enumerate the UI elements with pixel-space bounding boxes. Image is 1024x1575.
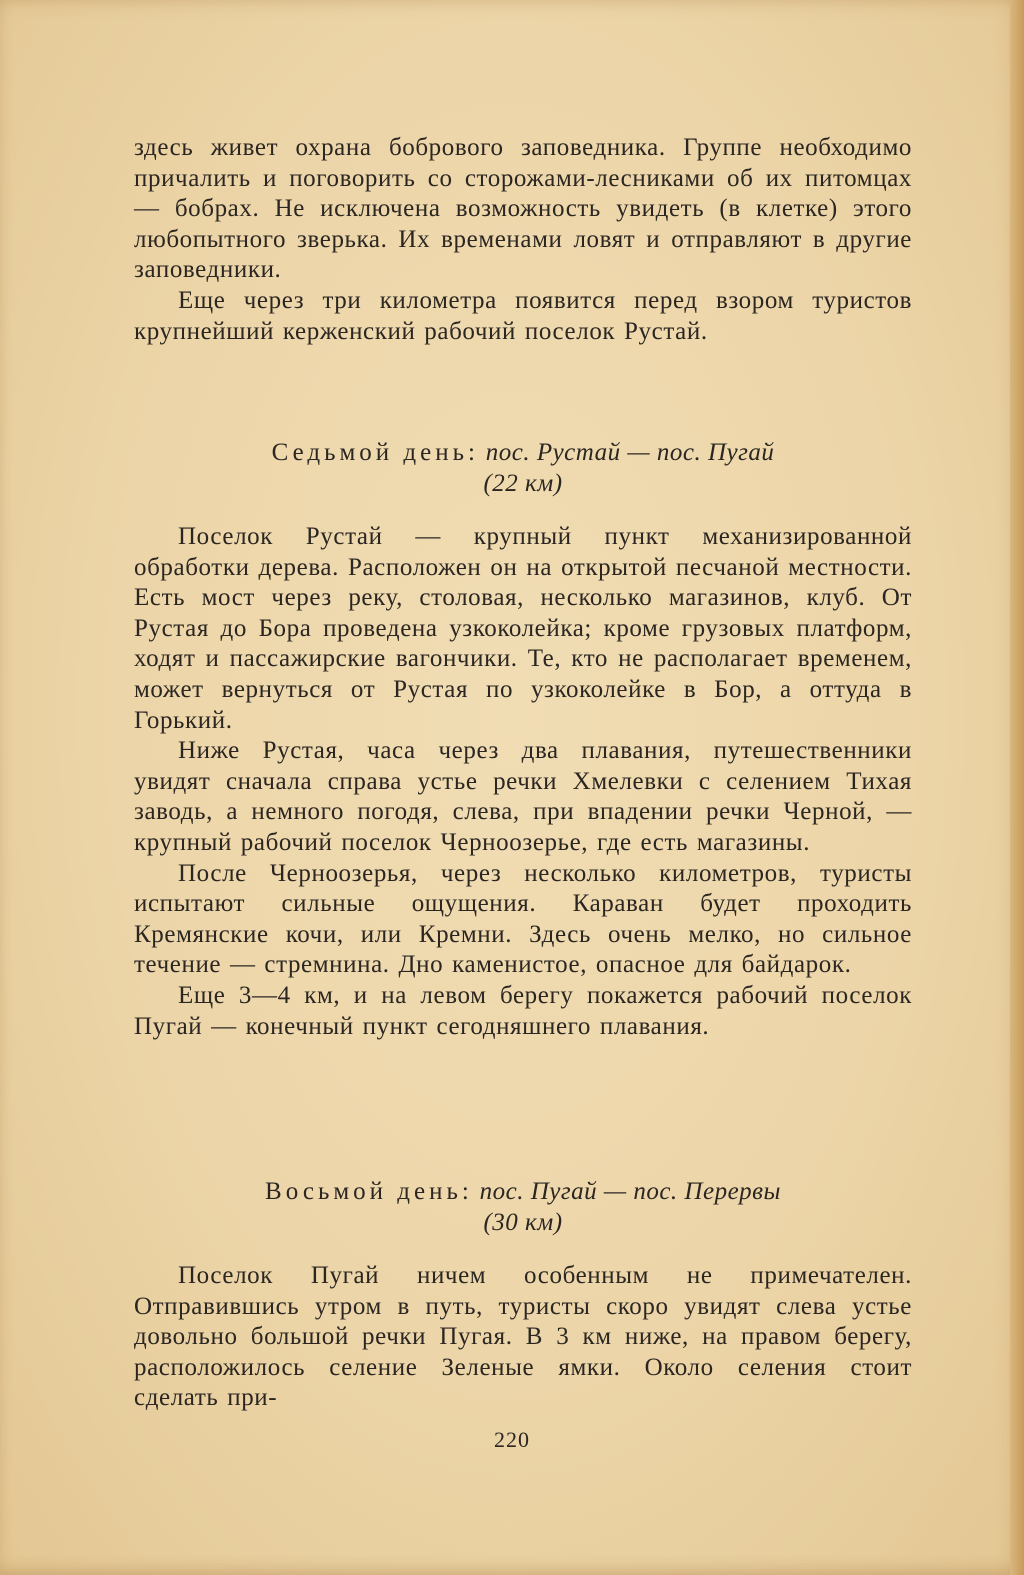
day8-body (134, 1261, 912, 1414)
day7-heading (134, 437, 912, 499)
day7-distance: (22 км) (483, 470, 563, 497)
day8-route: пос. Пугай — пос. Перервы (479, 1178, 781, 1205)
day7-label: Седьмой день: (271, 439, 479, 466)
paragraph-pugay: Поселок Пугай ничем особенным не примечателен. Отправившись утром в путь, туристы скоро увидят слева устье довольно большой речки Пугая. В 3 км ниже, на правом берегу, расположилось селение Зеленые ямки. Около селения стоит сделать при- (134, 1262, 912, 1412)
page-edge (1010, 0, 1024, 1575)
paragraph-chernoozerye: После Черноозерья, через несколько километров, туристы испытают сильные ощущения. Караван будет проходить Кремянские кочи, или Кремни. Здесь очень мелко, но сильное течение — стремнина. Дно каменистое, опасное для байдарок. (134, 859, 912, 979)
day8-label: Восьмой день: (265, 1178, 473, 1205)
page-number: 220 (494, 1427, 530, 1452)
day8-distance: (30 км) (483, 1209, 563, 1236)
top-text-block (134, 133, 912, 347)
day7-route: пос. Рустай — пос. Пугай (485, 439, 775, 466)
paragraph-continuation: здесь живет охрана бобрового заповедника. Группе необходимо причалить и поговорить со сторожами-лесниками об их питомцах — бобрах. Не исключена возможность увидеть (в клетке) этого любопытного зверька. Их временами ловят и отправляют в другие заповедники. (134, 134, 912, 284)
day7-body (134, 522, 912, 1042)
day8-heading (134, 1176, 912, 1238)
paragraph-rustay-approach: Еще через три километра появится перед взором туристов крупнейший керженский рабочий поселок Рустай. (134, 286, 912, 345)
paragraph-pugay-arrival: Еще 3—4 км, и на левом берегу покажется рабочий поселок Пугай — конечный пункт сегодняшнего плавания. (134, 981, 912, 1040)
day8-heading-line (134, 1176, 912, 1207)
day7-heading-line (134, 437, 912, 468)
paragraph-below-rustay: Ниже Рустая, часа через два плавания, путешественники увидят сначала справа устье речки Хмелевки с селением Тихая заводь, а немного погодя, слева, при впадении речки Черной, — крупный рабочий поселок Черноозерье, где есть магазины. (134, 737, 912, 856)
paragraph-rustay: Поселок Рустай — крупный пункт механизированной обработки дерева. Расположен он на открытой песчаной местности. Есть мост через реку, столовая, несколько магазинов, клуб. От Рустая до Бора проведена узкоколейка; кроме грузовых платформ, ходят и пассажирские вагончики. Те, кто не располагает временем, может вернуться от Рустая по узкоколейке в Бор, а оттуда в Горький. (134, 523, 912, 734)
